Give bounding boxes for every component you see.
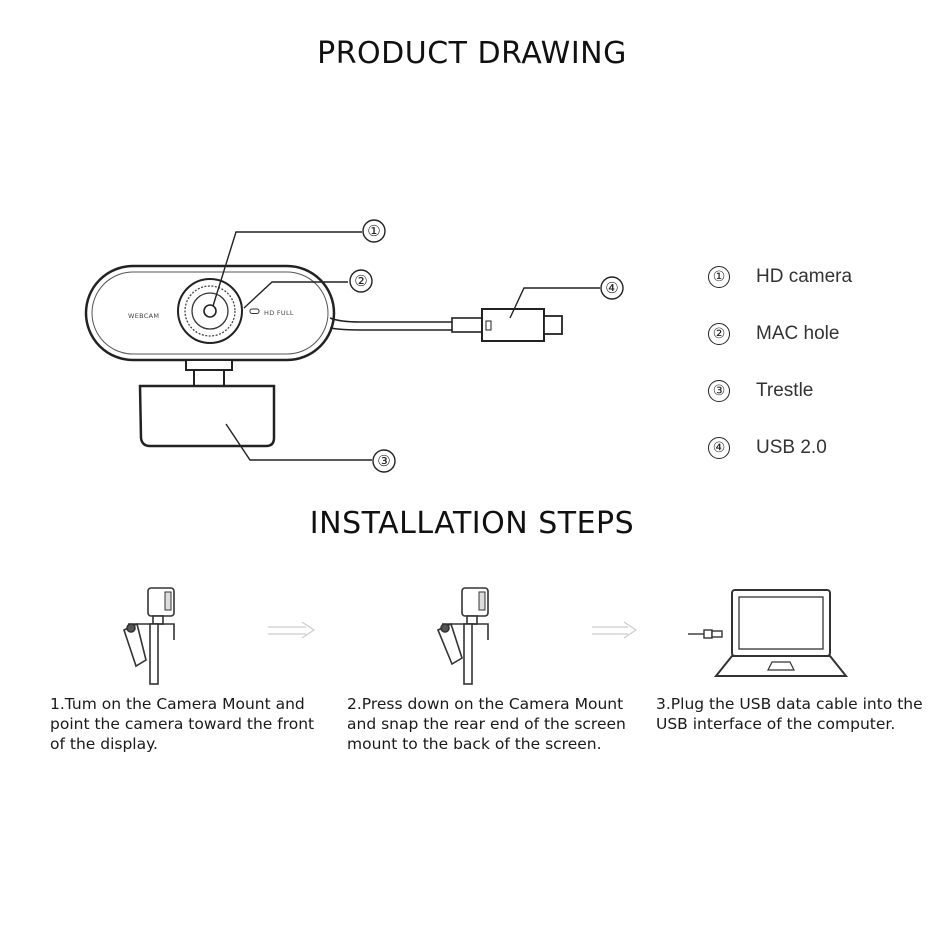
legend-item-usb	[708, 419, 852, 476]
legend-num: ①	[708, 266, 730, 288]
legend-item-trestle	[708, 362, 852, 419]
legend-label: USB 2.0	[756, 436, 827, 458]
callout-2: ②	[354, 272, 368, 290]
step-1-illustration	[124, 588, 174, 684]
installation-steps-title: INSTALLATION STEPS	[309, 506, 635, 541]
hd-full-label: HD FULL	[264, 309, 294, 317]
legend-label: HD camera	[756, 265, 853, 287]
arrow-2	[592, 622, 636, 638]
legend-num: ④	[708, 437, 730, 459]
callout-4: ④	[605, 279, 619, 297]
usb-cable	[330, 309, 562, 341]
legend-item-mac-hole	[708, 305, 852, 362]
legend-item-hd-camera	[708, 248, 852, 305]
arrow-1	[268, 622, 314, 638]
laptop-icon	[716, 590, 846, 676]
webcam-label: WEBCAM	[128, 312, 160, 320]
hd-camera-lens	[178, 279, 242, 343]
step-2-text: 2.Press down on the Camera Mount and snap the rear end of the screen mount to the back of the screen.	[347, 695, 626, 753]
legend-num: ③	[708, 380, 730, 402]
legend-label: MAC hole	[756, 322, 840, 344]
usb-plug-icon	[688, 630, 722, 638]
legend-label: Trestle	[756, 379, 814, 401]
product-drawing-title: PRODUCT DRAWING	[317, 36, 627, 71]
callout-markers	[350, 220, 623, 472]
trestle	[140, 360, 274, 446]
step-2-illustration	[438, 588, 488, 684]
legend	[708, 248, 852, 476]
step-1-text: 1.Tum on the Camera Mount and point the camera toward the front of the display.	[50, 695, 315, 753]
callout-3: ③	[377, 452, 391, 470]
callout-1: ①	[367, 222, 381, 240]
legend-num: ②	[708, 323, 730, 345]
step-3-text: 3.Plug the USB data cable into the USB interface of the computer.	[656, 695, 923, 733]
